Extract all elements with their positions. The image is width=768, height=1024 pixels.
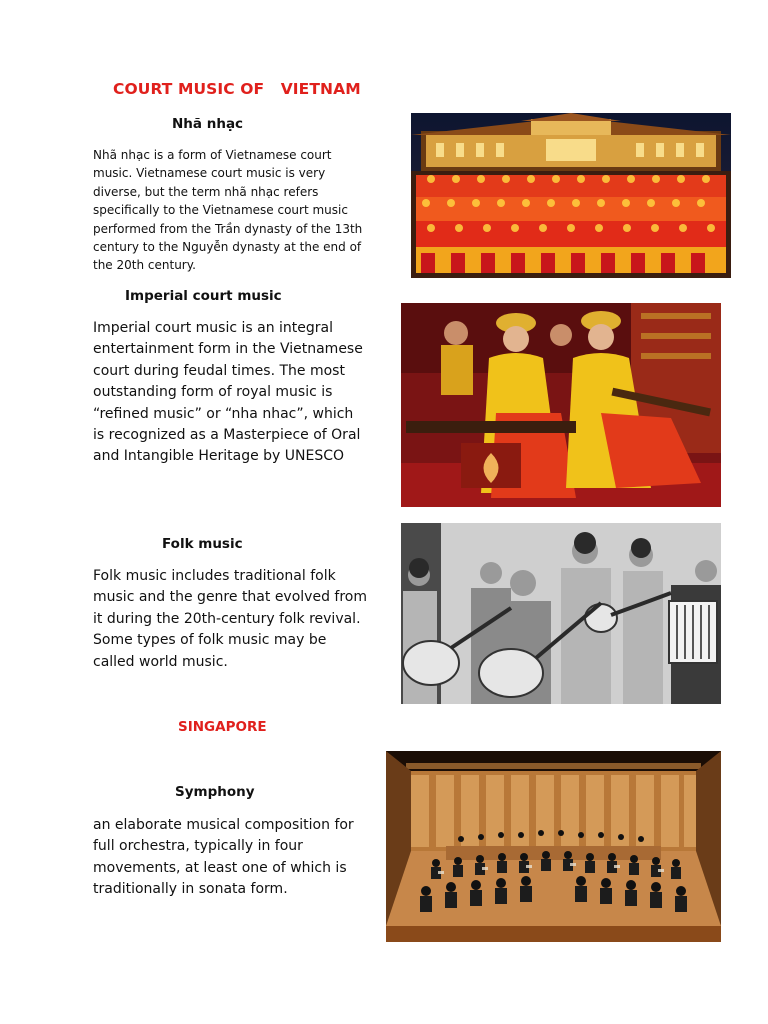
orchestra-hall-photo	[386, 751, 721, 942]
symphony-paragraph: an elaborate musical composition for full orchestra, typically in four movements, at least one of which is traditionally in sonata form.	[93, 817, 354, 898]
folk-singers-photo	[401, 523, 721, 704]
imperial-heading: Imperial court music	[125, 288, 282, 304]
imperial-paragraph: Imperial court music is an integral entertainment form in the Vietnamese court during feudal times. The most outstanding form of royal music is “refined music” or “nha nhac”, which is recognized as a Masterpiece of Oral and Intangible Heritage by UNESCO	[93, 320, 363, 465]
singapore-heading: SINGAPORE	[178, 719, 267, 735]
symphony-heading: Symphony	[175, 784, 255, 800]
page-title: COURT MUSIC OF VIETNAM	[113, 80, 361, 98]
folk-heading: Folk music	[162, 536, 243, 552]
imperial-musicians-photo	[401, 303, 721, 507]
nha-nhac-heading: Nhã nhạc	[172, 116, 244, 132]
palace-performers-photo	[411, 113, 731, 278]
folk-paragraph: Folk music includes traditional folk music and the genre that evolved from it during the 20th-century folk revival. Some types of folk music may be called world music.	[93, 568, 367, 670]
nha-nhac-paragraph: Nhã nhạc is a form of Vietnamese court music. Vietnamese court music is very diverse, but the term nhã nhạc refers specifically to the Vietnamese court music performed from the Trần dynasty of the 13th century to the Nguyễn dynasty at the end of the 20th century.	[93, 148, 363, 273]
